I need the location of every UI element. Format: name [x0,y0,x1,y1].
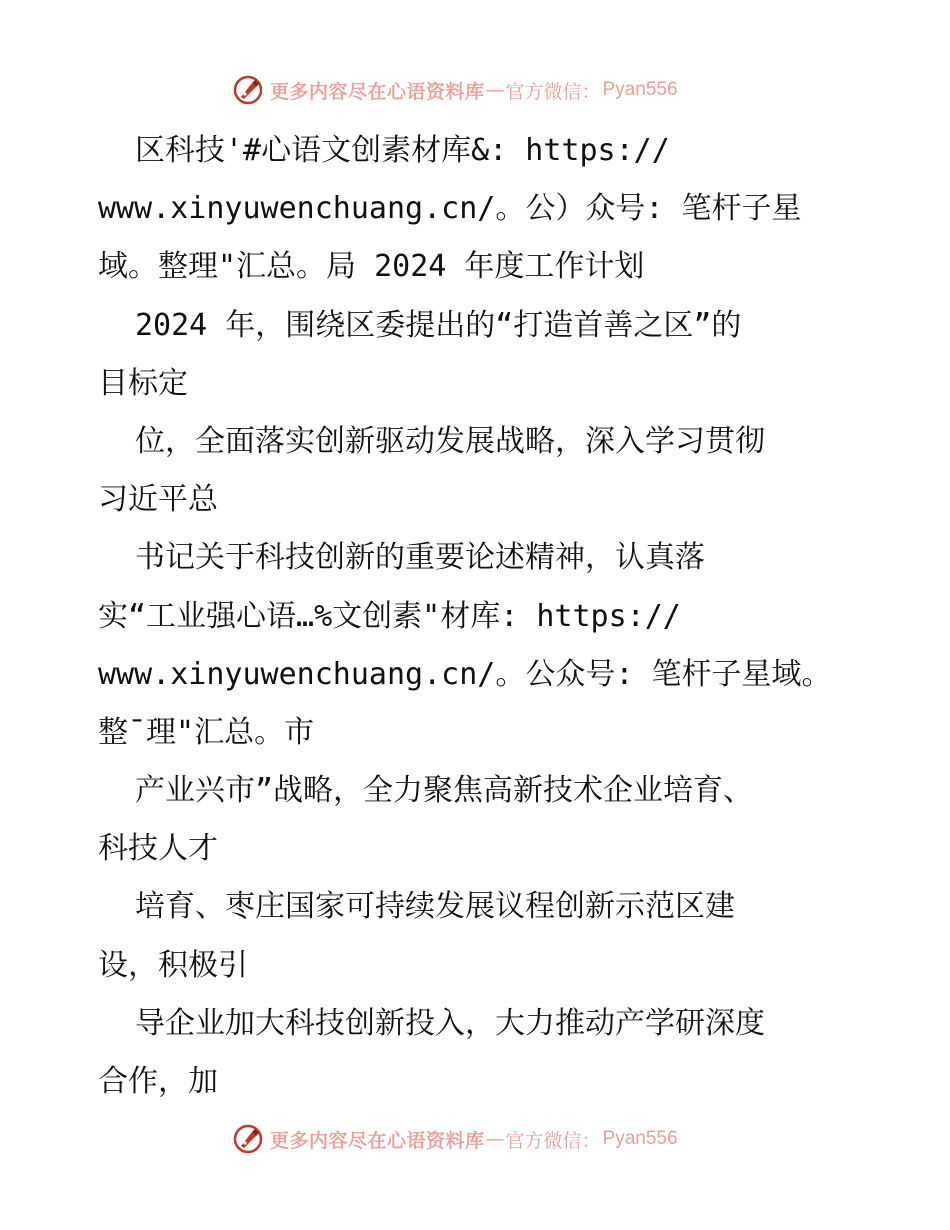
body-line: www.xinyuwenchuang.cn/。公众号: 笔杆子星域。 [98,656,832,692]
body-line: 培育、枣庄国家可持续发展议程创新示范区建 [135,889,735,925]
header-watermark-text: 更多内容尽在心语资料库 [270,80,485,103]
header-watermark-dash: — [485,79,505,101]
footer-watermark-text: 更多内容尽在心语资料库 [270,1129,485,1152]
header-watermark-banner [232,73,732,107]
body-line: www.xinyuwenchuang.cn/。公）众号: 笔杆子星 [98,191,802,227]
footer-watermark-dash: — [485,1128,505,1150]
header-wechat-id: Pyan556 [602,79,678,100]
body-line: 整¯理"汇总。市 [98,714,315,750]
body-line: 实“工业强心语…%文创素"材库: https:// [98,598,681,634]
footer-wechat-label: 官方微信： [505,1129,601,1152]
body-line: 位，全面落实创新驱动发展战略，深入学习贯彻 [135,423,765,459]
document-body [98,122,878,1111]
body-line: 域。整理"汇总。局 2024 年度工作计划 [98,249,645,285]
pen-nib-logo-icon [232,1123,264,1155]
body-line: 2024 年，围绕区委提出的“打造首善之区”的 [135,307,742,343]
footer-wechat-id: Pyan556 [602,1128,678,1149]
body-line: 合作，加 [98,1064,218,1099]
header-wechat-label: 官方微信： [505,80,601,103]
body-line: 书记关于科技创新的重要论述精神，认真落 [135,540,705,576]
body-line: 科技人才 [98,831,218,867]
body-line: 产业兴市”战略，全力聚焦高新技术企业培育、 [135,773,754,809]
body-line: 区科技'#心语文创素材库&: https:// [135,133,670,168]
body-line: 目标定 [98,365,188,401]
body-line: 设，积极引 [98,947,248,983]
pen-nib-logo-icon [232,74,264,106]
body-line: 习近平总 [98,482,218,518]
body-line: 导企业加大科技创新投入，大力推动产学研深度 [135,1005,765,1041]
footer-watermark-banner [232,1122,732,1156]
